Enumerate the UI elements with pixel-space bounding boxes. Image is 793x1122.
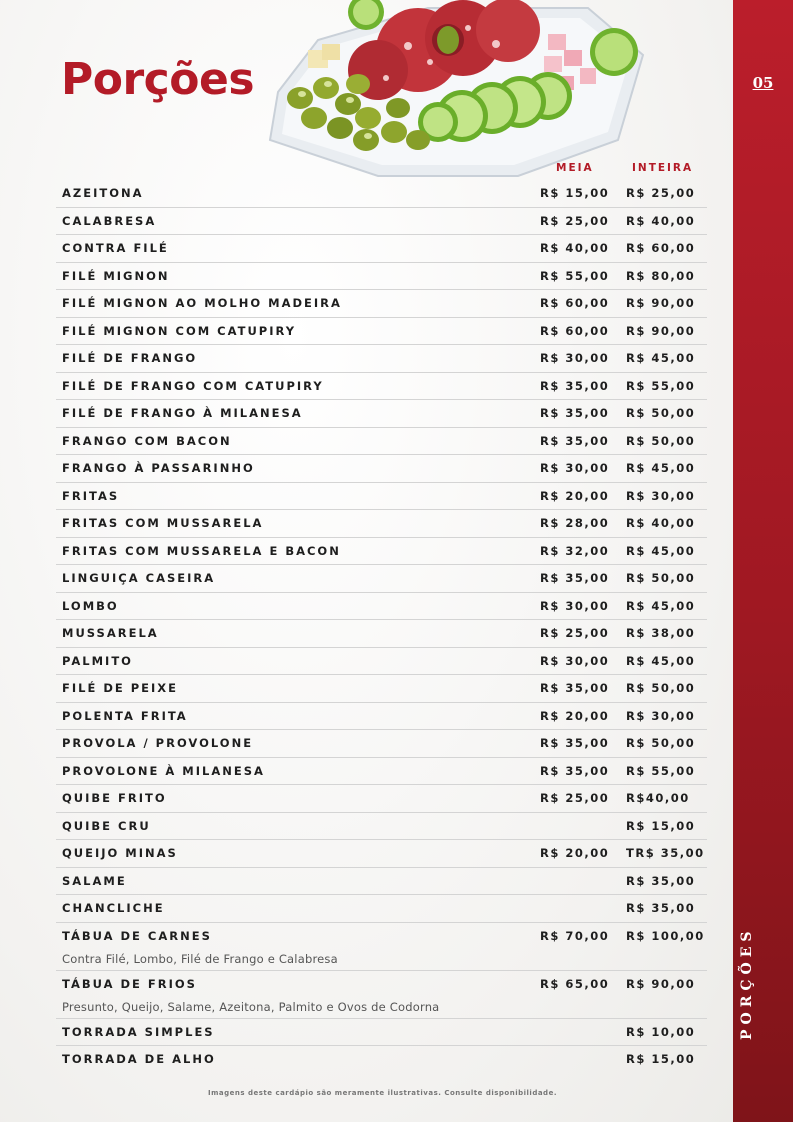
price-inteira: R$ 55,00 [626,378,696,393]
menu-item [56,620,707,648]
menu-item [56,538,707,566]
price-meia: R$ 30,00 [540,653,610,668]
price-meia: R$ 25,00 [540,791,610,805]
price-inteira: R$ 30,00 [626,488,696,503]
menu-item [56,593,707,621]
menu-item [56,785,707,813]
item-name: AZEITONA [62,186,144,200]
price-inteira: R$ 55,00 [626,763,696,778]
menu-item [56,180,707,208]
item-name: FRANGO À PASSARINHO [62,461,255,475]
price-inteira: R$ 50,00 [626,433,696,448]
price-inteira: R$ 50,00 [626,406,696,420]
price-meia: R$ 25,00 [540,213,610,228]
price-inteira: R$ 15,00 [626,818,696,833]
item-name: MUSSARELA [62,626,159,640]
item-name: FILÉ MIGNON [62,268,170,283]
price-meia: R$ 35,00 [540,378,610,393]
food-platter-image [258,0,653,182]
menu-item [56,373,707,401]
price-meia: R$ 60,00 [540,323,610,338]
menu-item [56,1019,707,1047]
price-meia: R$ 35,00 [540,763,610,778]
price-inteira: R$ 45,00 [626,543,696,558]
menu-item [56,428,707,456]
item-description: Contra Filé, Lombo, Filé de Frango e Calabresa [62,951,338,966]
footnote: Imagens deste cardápio são meramente ilustrativas. Consulte disponibilidade. [208,1089,557,1097]
item-name: FRITAS [62,488,120,503]
price-meia: R$ 28,00 [540,516,610,530]
item-name: CALABRESA [62,213,157,228]
price-meia: R$ 15,00 [540,186,610,200]
price-meia: R$ 20,00 [540,708,610,723]
price-meia: R$ 60,00 [540,296,610,310]
menu-item [56,510,707,538]
menu-item [56,675,707,703]
page-number: 05 [752,74,774,92]
item-name: POLENTA FRITA [62,708,188,723]
price-meia: R$ 35,00 [540,406,610,420]
price-meia: R$ 20,00 [540,488,610,503]
item-name: LOMBO [62,598,119,613]
item-name: FRITAS COM MUSSARELA E BACON [62,543,341,558]
item-name: FILÉ DE PEIXE [62,681,179,695]
item-name: FRANGO COM BACON [62,433,232,448]
menu-item [56,565,707,593]
price-meia: R$ 35,00 [540,736,610,750]
item-name: FILÉ DE FRANGO À MILANESA [62,406,303,420]
price-meia: R$ 32,00 [540,543,610,558]
menu-item [56,758,707,786]
price-inteira: R$ 90,00 [626,323,696,338]
column-header-inteira: INTEIRA [632,162,694,174]
menu-item [56,263,707,291]
price-meia: R$ 35,00 [540,433,610,448]
item-description: Presunto, Queijo, Salame, Azeitona, Palmito e Ovos de Codorna [62,999,440,1014]
price-inteira: R$ 38,00 [626,626,696,640]
column-header-meia: MEIA [556,162,594,174]
item-name: FRITAS COM MUSSARELA [62,516,264,530]
price-meia: R$ 20,00 [540,846,610,860]
section-label: PORÇÕES [739,926,755,1040]
menu-list [56,180,707,1073]
price-inteira: R$ 50,00 [626,736,696,750]
price-inteira: R$ 25,00 [626,186,696,200]
item-name: TORRADA DE ALHO [62,1052,216,1066]
price-inteira: R$ 30,00 [626,708,696,723]
item-name: FILÉ MIGNON COM CATUPIRY [62,323,297,338]
price-meia: R$ 55,00 [540,268,610,283]
price-inteira: R$ 45,00 [626,461,696,475]
price-meia: R$ 30,00 [540,598,610,613]
item-name: PROVOLA / PROVOLONE [62,736,254,750]
price-inteira: R$ 35,00 [626,873,696,888]
price-inteira: R$ 45,00 [626,653,696,668]
price-inteira: R$ 35,00 [626,901,696,915]
menu-item [56,290,707,318]
menu-item [56,813,707,841]
item-name: QUIBE CRU [62,818,151,833]
price-inteira: R$ 100,00 [626,928,705,943]
item-name: QUIBE FRITO [62,791,167,805]
price-inteira: R$ 60,00 [626,241,696,255]
item-name: SALAME [62,873,127,888]
price-inteira: R$ 50,00 [626,681,696,695]
menu-item [56,730,707,758]
menu-item [56,703,707,731]
menu-item [56,923,707,971]
price-inteira: R$ 80,00 [626,268,696,283]
page-title: Porções [61,54,255,105]
price-meia: R$ 25,00 [540,626,610,640]
menu-item [56,318,707,346]
item-name: LINGUIÇA CASEIRA [62,571,216,585]
price-meia: R$ 30,00 [540,351,610,365]
price-inteira: R$ 10,00 [626,1024,696,1039]
menu-item [56,868,707,896]
menu-item [56,235,707,263]
item-name: FILÉ DE FRANGO COM CATUPIRY [62,378,324,393]
item-name: PALMITO [62,653,133,668]
item-name: PROVOLONE À MILANESA [62,763,265,778]
price-inteira: R$ 90,00 [626,296,696,310]
item-name: TÁBUA DE CARNES [62,928,212,943]
item-name: TÁBUA DE FRIOS [62,976,197,991]
price-inteira: R$ 90,00 [626,976,696,991]
price-meia: R$ 35,00 [540,571,610,585]
price-meia: R$ 65,00 [540,976,610,991]
menu-item [56,1046,707,1073]
menu-item [56,971,707,1019]
item-name: FILÉ MIGNON AO MOLHO MADEIRA [62,296,342,310]
menu-item [56,208,707,236]
item-name: CONTRA FILÉ [62,241,169,255]
item-name: QUEIJO MINAS [62,846,178,860]
price-meia: R$ 40,00 [540,241,610,255]
item-name: FILÉ DE FRANGO [62,351,198,365]
price-inteira: R$ 50,00 [626,571,696,585]
price-inteira: R$ 15,00 [626,1052,696,1066]
menu-item [56,895,707,923]
price-inteira: R$ 40,00 [626,516,696,530]
price-inteira: R$40,00 [626,791,690,805]
price-inteira: TR$ 35,00 [626,846,705,860]
menu-item [56,400,707,428]
item-name: TORRADA SIMPLES [62,1024,215,1039]
menu-item [56,455,707,483]
menu-item [56,345,707,373]
price-meia: R$ 70,00 [540,928,610,943]
sidebar-band [733,0,793,1122]
price-inteira: R$ 45,00 [626,598,696,613]
price-meia: R$ 30,00 [540,461,610,475]
price-inteira: R$ 40,00 [626,213,696,228]
price-meia: R$ 35,00 [540,681,610,695]
item-name: CHANCLICHE [62,901,165,915]
menu-item [56,840,707,868]
menu-item [56,483,707,511]
menu-item [56,648,707,676]
price-inteira: R$ 45,00 [626,351,696,365]
